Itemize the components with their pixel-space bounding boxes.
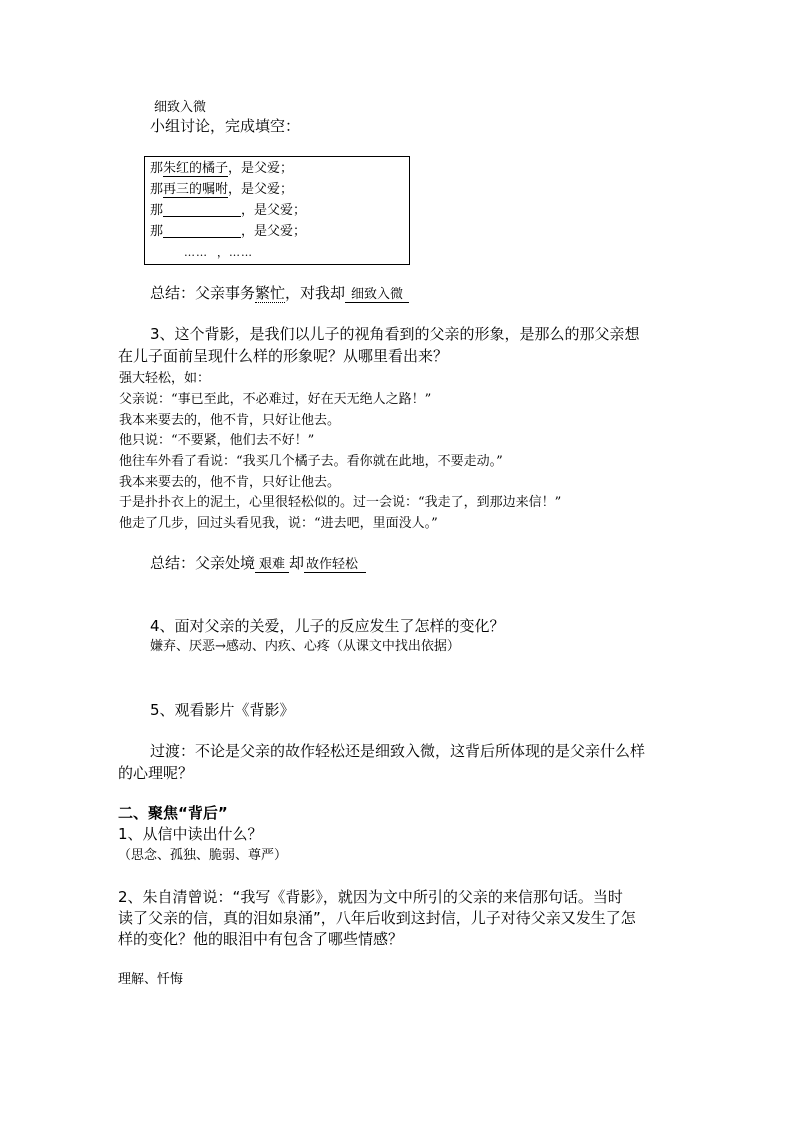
- box-row-2-answer: 再三的嘱咐: [163, 182, 229, 197]
- summary-2-prefix: 总结：父亲处境: [150, 554, 256, 572]
- box-row-3-blank: [163, 205, 241, 217]
- section-2-question-2-line-1: 2、朱自清曾说：“我写《背影》，就因为文中所引的父亲的来信那句话。当时: [118, 888, 623, 906]
- box-row-4-suffix: ，是父爱；: [241, 224, 307, 239]
- quote-6: 于是扑扑衣上的泥土，心里很轻松似的。过一会说：“我走了，到那边来信！”: [119, 495, 562, 510]
- box-ellipsis: …… ，……: [184, 246, 253, 259]
- question-3-line-1: 3、这个背影，是我们以儿子的视角看到的父亲的形象，是那么的那父亲想: [150, 325, 640, 343]
- final-answer: 理解、忏悔: [118, 972, 184, 987]
- box-row-3-prefix: 那: [150, 203, 164, 218]
- summary-2-hard: 艰难: [255, 558, 289, 573]
- summary-1-answer: 细致入微: [345, 288, 409, 303]
- quote-2: 我本来要去的，他不肯，只好让他去。: [119, 413, 341, 428]
- summary-2: [150, 556, 366, 573]
- top-phrase: 细致入微: [154, 100, 207, 115]
- group-discussion-prompt: 小组讨论，完成填空：: [150, 117, 301, 135]
- box-row-3: [150, 204, 306, 217]
- summary-1-prefix: 总结：父亲事务: [150, 284, 256, 302]
- box-row-1-prefix: 那: [150, 161, 164, 176]
- section-2-question-2-line-3: 样的变化？他的眼泪中有包含了哪些情感？: [118, 930, 404, 948]
- box-row-2-prefix: 那: [150, 182, 164, 197]
- question-3-line-2: 在儿子面前呈现什么样的形象呢？从哪里看出来？: [118, 347, 449, 365]
- quote-5: 我本来要去的，他不肯，只好让他去。: [119, 475, 341, 490]
- box-row-4: [150, 225, 306, 238]
- box-row-2: [150, 183, 293, 198]
- quote-1: 父亲说：“事已至此，不必难过，好在天无绝人之路！”: [119, 392, 432, 407]
- summary-1-busy: 繁忙: [255, 284, 286, 302]
- box-row-3-suffix: ，是父爱；: [241, 203, 307, 218]
- relaxed-label: 强大轻松，如：: [119, 371, 211, 386]
- box-row-1-answer: 朱红的橘子: [163, 161, 229, 176]
- summary-2-answer: 故作轻松: [304, 558, 366, 573]
- transition-line-2: 的心理呢？: [118, 764, 194, 782]
- question-4-answer: 嫌弃、厌恶→感动、内疚、心疼（从课文中找出依据）: [150, 639, 460, 654]
- box-row-4-blank: [163, 226, 241, 238]
- question-5: 5、观看影片《背影》: [150, 701, 295, 719]
- summary-1: [150, 286, 409, 303]
- transition-line-1: 过渡：不论是父亲的故作轻松还是细致入微，这背后所体现的是父亲什么样: [150, 742, 646, 760]
- box-row-1: [150, 162, 293, 177]
- section-2-question-1-answer: （思念、孤独、脆弱、尊严）: [118, 848, 288, 863]
- summary-2-mid: 却: [289, 554, 305, 572]
- section-2-question-2-line-2: 读了父亲的信，真的泪如泉涌”，八年后收到这封信，儿子对待父亲又发生了怎: [118, 909, 636, 927]
- box-row-1-suffix: ，是父爱；: [228, 161, 294, 176]
- quote-7: 他走了几步，回过头看见我，说：“进去吧，里面没人。”: [119, 516, 438, 531]
- box-row-2-suffix: ，是父爱；: [228, 182, 294, 197]
- quote-4: 他往车外看了看说：“我买几个橘子去。看你就在此地，不要走动。”: [119, 454, 503, 469]
- section-2-question-1: 1、从信中读出什么？: [118, 825, 263, 843]
- section-2-heading: 二、聚焦“背后”: [118, 804, 228, 822]
- question-4: 4、面对父亲的关爱，儿子的反应发生了怎样的变化？: [150, 617, 505, 635]
- quote-3: 他只说：“不要紧，他们去不好！”: [119, 433, 315, 448]
- box-row-4-prefix: 那: [150, 224, 164, 239]
- summary-1-mid: ，对我却: [285, 284, 346, 302]
